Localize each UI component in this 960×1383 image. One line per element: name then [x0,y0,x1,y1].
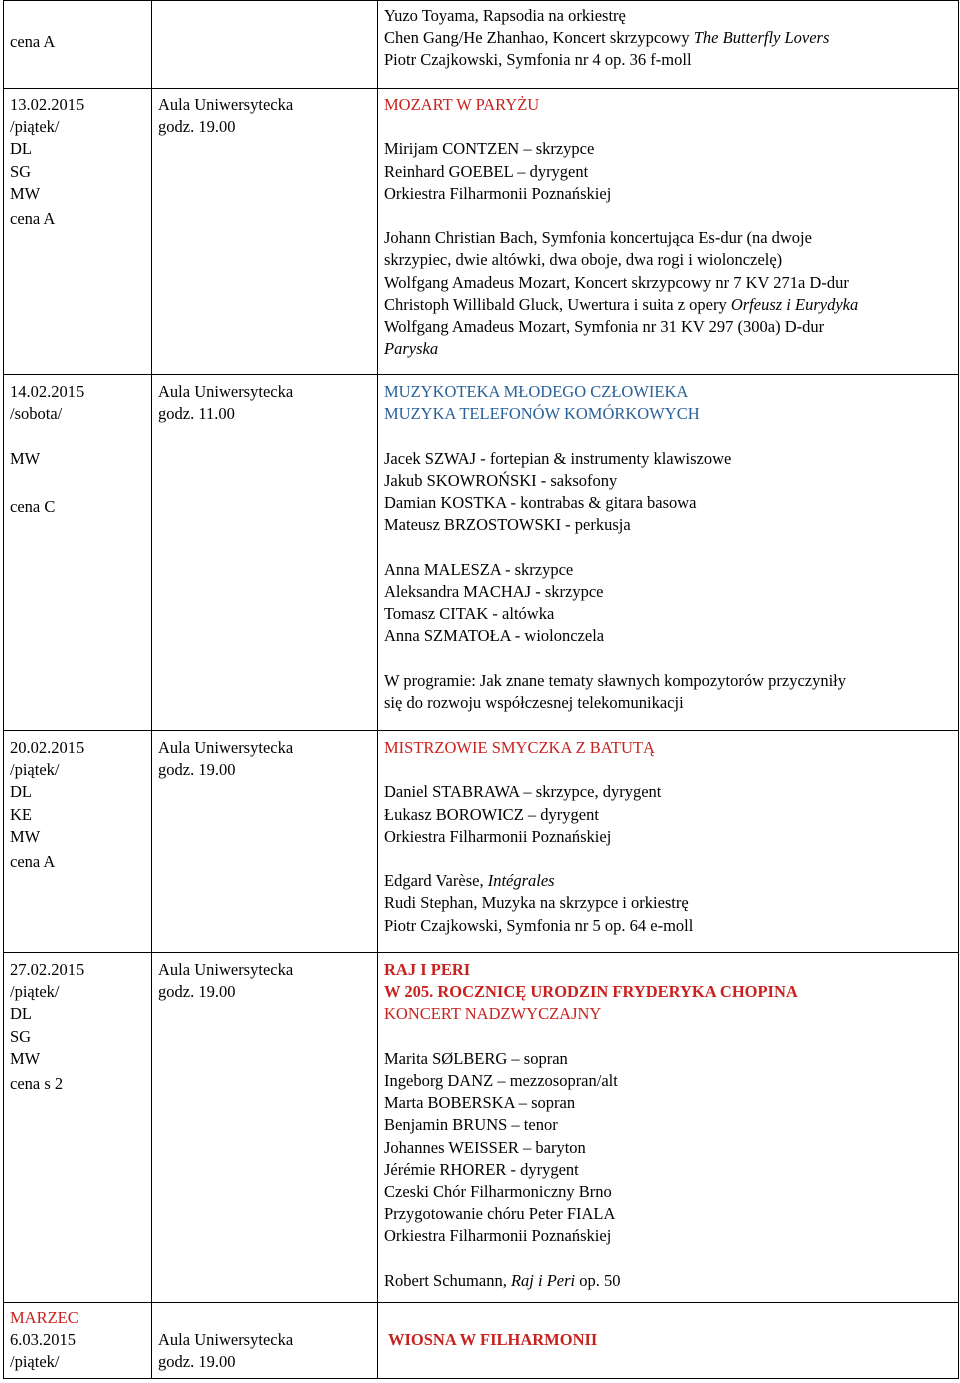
program-cell [378,89,959,375]
performer: Damian KOSTKA - kontrabas & gitara basowa [384,493,697,512]
program-cell [378,375,959,731]
concert-meta-cell [4,1303,152,1379]
concert-weekday: /piątek/ [10,117,60,137]
performer: Benjamin BRUNS – tenor [384,1115,558,1135]
concert-title: MUZYKA TELEFONÓW KOMÓRKOWYCH [384,404,700,424]
venue-cell [152,1303,378,1379]
program-description: się do rozwoju współczesnej telekomunikacji [384,692,684,712]
concert-date: 14.02.2015 [10,382,85,401]
concert-meta-cell [4,731,152,953]
program-cell [378,953,959,1303]
concert-title: RAJ I PERI [384,960,471,979]
concert-weekday: /piątek/ [10,982,60,1002]
work-line: Chen Gang/He Zhanhao, Koncert skrzypcowy The Butterfly Lovers [384,28,830,48]
price-category: cena A [10,209,56,229]
price-category: cena C [10,496,56,516]
concert-date: 20.02.2015 [10,738,85,757]
performer: Jérémie RHORER - dyrygent [384,1159,579,1179]
concert-title: WIOSNA W FILHARMONII [388,1330,598,1349]
concert-title: MUZYKOTEKA MŁODEGO CZŁOWIEKA [384,382,689,401]
concert-title: MISTRZOWIE SMYCZKA Z BATUTĄ [384,738,655,757]
work-line: Johann Christian Bach, Symfonia koncertująca Es-dur (na dwoje [384,228,812,248]
work-line: Christoph Willibald Gluck, Uwertura i suita z opery Orfeusz i Eurydyka [384,294,859,314]
concert-date: 6.03.2015 [10,1330,76,1350]
performer: Ingeborg DANZ – mezzosopran/alt [384,1071,618,1090]
program-description: W programie: Jak znane tematy sławnych kompozytorów przyczyniły [384,670,847,690]
concert-subtitle: W 205. ROCZNICĘ URODZIN FRYDERYKA CHOPINA [384,982,798,1002]
venue-hall: Aula Uniwersytecka [158,95,294,114]
venue-hall: Aula Uniwersytecka [158,1330,294,1349]
work-line: Paryska [384,339,439,359]
performer: Johannes WEISSER – baryton [384,1137,586,1157]
venue-time: godz. 19.00 [158,760,236,780]
program-cell [378,1,959,89]
program-cell [378,731,959,953]
work-line: Yuzo Toyama, Rapsodia na orkiestrę [384,6,626,25]
program-cell [378,1303,959,1379]
concert-date: 13.02.2015 [10,95,85,114]
price-category: cena s 2 [10,1074,64,1094]
concert-weekday: /piątek/ [10,760,60,780]
work-line: Robert Schumann, Raj i Peri op. 50 [384,1270,621,1290]
concert-weekday: /sobota/ [10,404,63,424]
price-category: cena A [10,852,56,872]
venue-cell [152,375,378,731]
performer: Tomasz CITAK - altówka [384,604,555,623]
concert-meta-cell [4,953,152,1303]
subscription-code: DL [10,782,32,802]
subscription-code: DL [10,1004,32,1024]
venue-time: godz. 19.00 [158,117,236,137]
performer: Mateusz BRZOSTOWSKI - perkusja [384,515,631,535]
performer: Daniel STABRAWA – skrzypce, dyrygent [384,782,662,802]
concert-row [4,953,959,1303]
work-line: Edgard Varèse, Intégrales [384,871,555,891]
venue-hall: Aula Uniwersytecka [158,960,294,979]
price-category: cena A [10,32,56,51]
performer: Reinhard GOEBEL – dyrygent [384,161,589,181]
performer: Anna SZMATOŁA - wiolonczela [384,626,605,646]
venue-hall: Aula Uniwersytecka [158,382,294,401]
venue-time: godz. 19.00 [158,1352,236,1372]
performer: Aleksandra MACHAJ - skrzypce [384,581,604,601]
work-line: Wolfgang Amadeus Mozart, Koncert skrzypcowy nr 7 KV 271a D-dur [384,272,849,292]
venue-cell [152,89,378,375]
concert-program-table [3,0,959,1379]
concert-row [4,375,959,731]
venue-time: godz. 19.00 [158,982,236,1002]
venue-time: godz. 11.00 [158,404,235,424]
performer: Przygotowanie chóru Peter FIALA [384,1204,616,1224]
concert-subtitle: KONCERT NADZWYCZAJNY [384,1004,602,1024]
subscription-code: MW [10,826,41,846]
concert-meta-cell [4,89,152,375]
work-line: Piotr Czajkowski, Symfonia nr 4 op. 36 f-moll [384,50,692,70]
subscription-code: MW [10,449,41,469]
performer: Jakub SKOWROŃSKI - saksofony [384,470,618,490]
performer: Marta BOBERSKA – sopran [384,1093,576,1113]
concert-row [4,731,959,953]
performer: Anna MALESZA - skrzypce [384,559,574,579]
subscription-code: SG [10,161,32,181]
performer: Łukasz BOROWICZ – dyrygent [384,804,599,824]
performer: Marita SØLBERG – sopran [384,1048,568,1068]
work-line: skrzypiec, dwie altówki, dwa oboje, dwa rogi i wiolonczelę) [384,250,783,270]
work-line: Rudi Stephan, Muzyka na skrzypce i orkiestrę [384,893,689,913]
subscription-code: SG [10,1026,32,1046]
concert-row [4,89,959,375]
subscription-code: KE [10,804,32,824]
performer: Orkiestra Filharmonii Poznańskiej [384,183,612,203]
subscription-code: MW [10,1048,41,1068]
venue-hall: Aula Uniwersytecka [158,738,294,757]
performer: Orkiestra Filharmonii Poznańskiej [384,826,612,846]
performer: Orkiestra Filharmonii Poznańskiej [384,1226,612,1246]
subscription-code: MW [10,183,41,203]
month-heading: MARZEC [10,1308,79,1327]
concert-weekday: /piątek/ [10,1352,60,1372]
venue-cell [152,1,378,89]
work-line: Wolfgang Amadeus Mozart, Symfonia nr 31 KV 297 (300a) D-dur [384,317,825,336]
performer: Mirijam CONTZEN – skrzypce [384,139,595,159]
subscription-code: DL [10,139,32,159]
performer: Czeski Chór Filharmoniczny Brno [384,1182,612,1202]
concert-row [4,1,959,89]
concert-title: MOZART W PARYŻU [384,95,540,114]
concert-date: 27.02.2015 [10,960,85,979]
venue-cell [152,953,378,1303]
performer: Jacek SZWAJ - fortepian & instrumenty klawiszowe [384,448,732,468]
venue-cell [152,731,378,953]
work-line: Piotr Czajkowski, Symfonia nr 5 op. 64 e-moll [384,915,694,935]
concert-row [4,1303,959,1379]
concert-meta-cell [4,1,152,89]
concert-meta-cell [4,375,152,731]
